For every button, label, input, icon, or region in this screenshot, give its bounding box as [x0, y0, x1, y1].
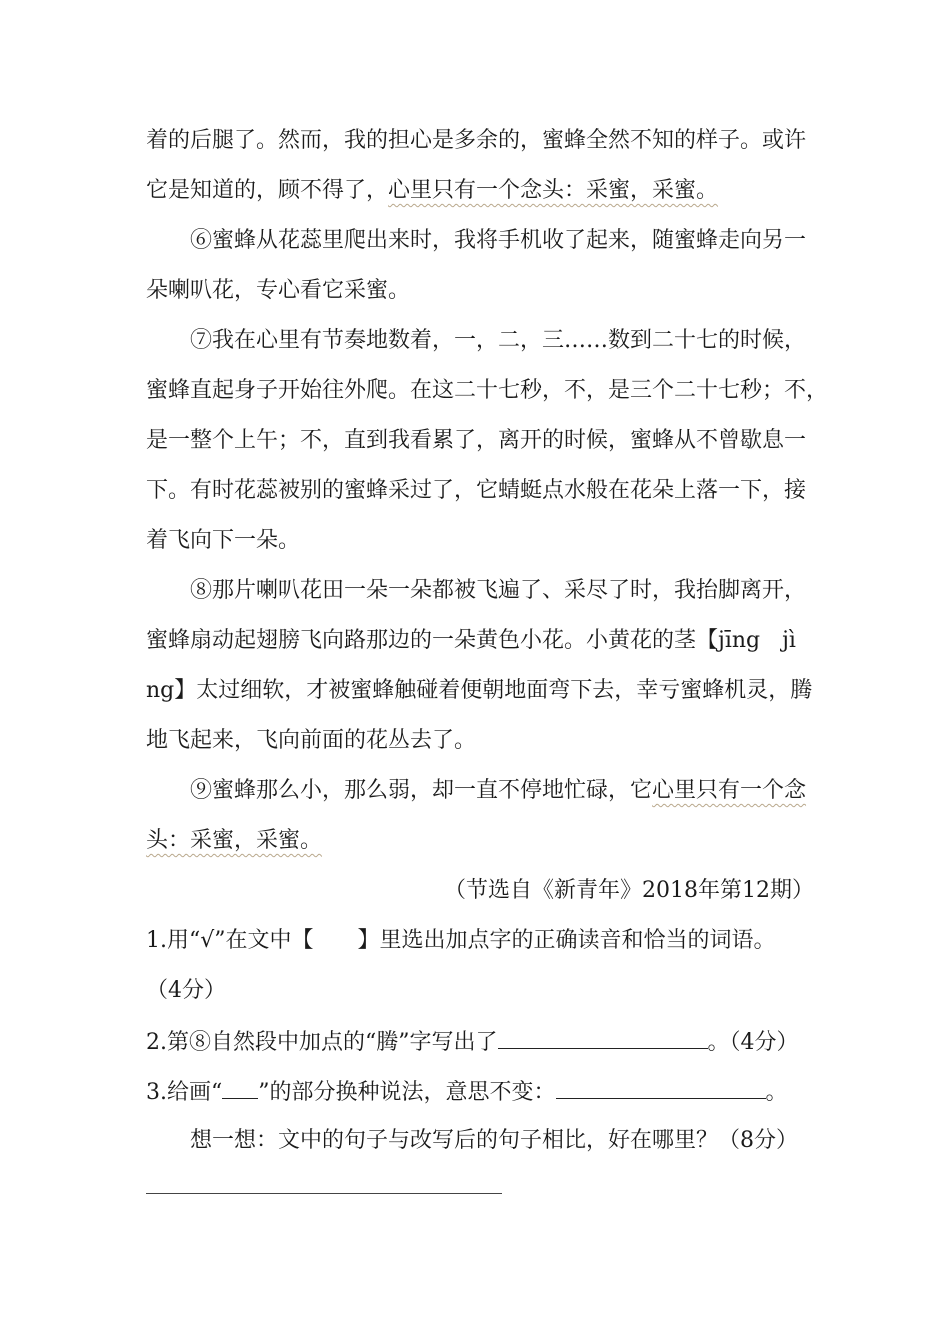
- para7-line1: ⑦我在心里有节奏地数着，一，二，三……数到二十七的时候，: [190, 328, 807, 353]
- wavy-underlined-sentence-2: 心里只有一个念: [652, 778, 807, 803]
- source-citation: （节选自《新青年》2018年第12期）: [444, 878, 814, 903]
- para7-line5: 着飞向下一朵。: [146, 528, 301, 553]
- para8-line2: 蜜蜂扇动起翅膀飞向路那边的一朵黄色小花。小黄花的茎【jīng jì: [146, 628, 796, 653]
- sample-underline: [222, 1076, 258, 1099]
- para6-line2: 朵喇叭花，专心看它采蜜。: [146, 278, 411, 303]
- answer-blank-q3[interactable]: [556, 1076, 766, 1099]
- answer-line-final[interactable]: [146, 1193, 502, 1194]
- para7-line4: 下。有时花蕊被别的蜜蜂采过了，它蜻蜓点水般在花朵上落一下，接: [146, 478, 807, 503]
- question-2-score: 。（4分）: [707, 1030, 799, 1055]
- para8-line4: 地飞起来，飞向前面的花丛去了。: [146, 728, 477, 753]
- para8-line1: ⑧那片喇叭花田一朵一朵都被飞遍了、采尽了时，我抬脚离开，: [190, 578, 807, 603]
- para5-line2-text: 它是知道的，顾不得了，: [146, 178, 389, 203]
- answer-blank-q2[interactable]: [498, 1026, 708, 1049]
- para6-line1: ⑥蜜蜂从花蕊里爬出来时，我将手机收了起来，随蜜蜂走向另一: [190, 228, 807, 253]
- question-1-score: （4分）: [146, 978, 226, 1003]
- para9-line2: [146, 826, 814, 856]
- para5-line1: 着的后腿了。然而，我的担心是多余的，蜜蜂全然不知的样子。或许: [146, 128, 807, 153]
- para9-line1: [190, 776, 814, 806]
- question-3-text-a: 3.给画“: [146, 1080, 223, 1105]
- para9-line1-text: ⑨蜜蜂那么小，那么弱，却一直不停地忙碌，它: [190, 778, 653, 803]
- question-2-text: 2.第⑧自然段中加点的“腾”字写出了: [146, 1030, 498, 1055]
- para5-line2: [146, 176, 814, 206]
- question-3: [146, 1076, 814, 1108]
- para7-line2: 蜜蜂直起身子开始往外爬。在这二十七秒，不，是三个二十七秒；不，: [146, 378, 829, 403]
- think-prompt: 想一想：文中的句子与改写后的句子相比，好在哪里？（8分）: [190, 1128, 798, 1153]
- question-3-text-c: 。: [765, 1080, 788, 1105]
- question-1: 1.用“√”在文中【 】里选出加点字的正确读音和恰当的词语。: [146, 928, 776, 953]
- wavy-underlined-sentence-2-cont: 头：采蜜，采蜜。: [146, 828, 323, 853]
- para7-line3: 是一整个上午；不，直到我看累了，离开的时候，蜜蜂从不曾歇息一: [146, 428, 807, 453]
- question-3-text-b: ”的部分换种说法，意思不变：: [258, 1080, 556, 1105]
- wavy-underlined-sentence: 心里只有一个念头：采蜜，采蜜。: [388, 178, 719, 203]
- para8-line3: ng】太过细软，才被蜜蜂触碰着便朝地面弯下去，幸亏蜜蜂机灵，腾: [146, 678, 813, 703]
- question-2: [146, 1026, 814, 1058]
